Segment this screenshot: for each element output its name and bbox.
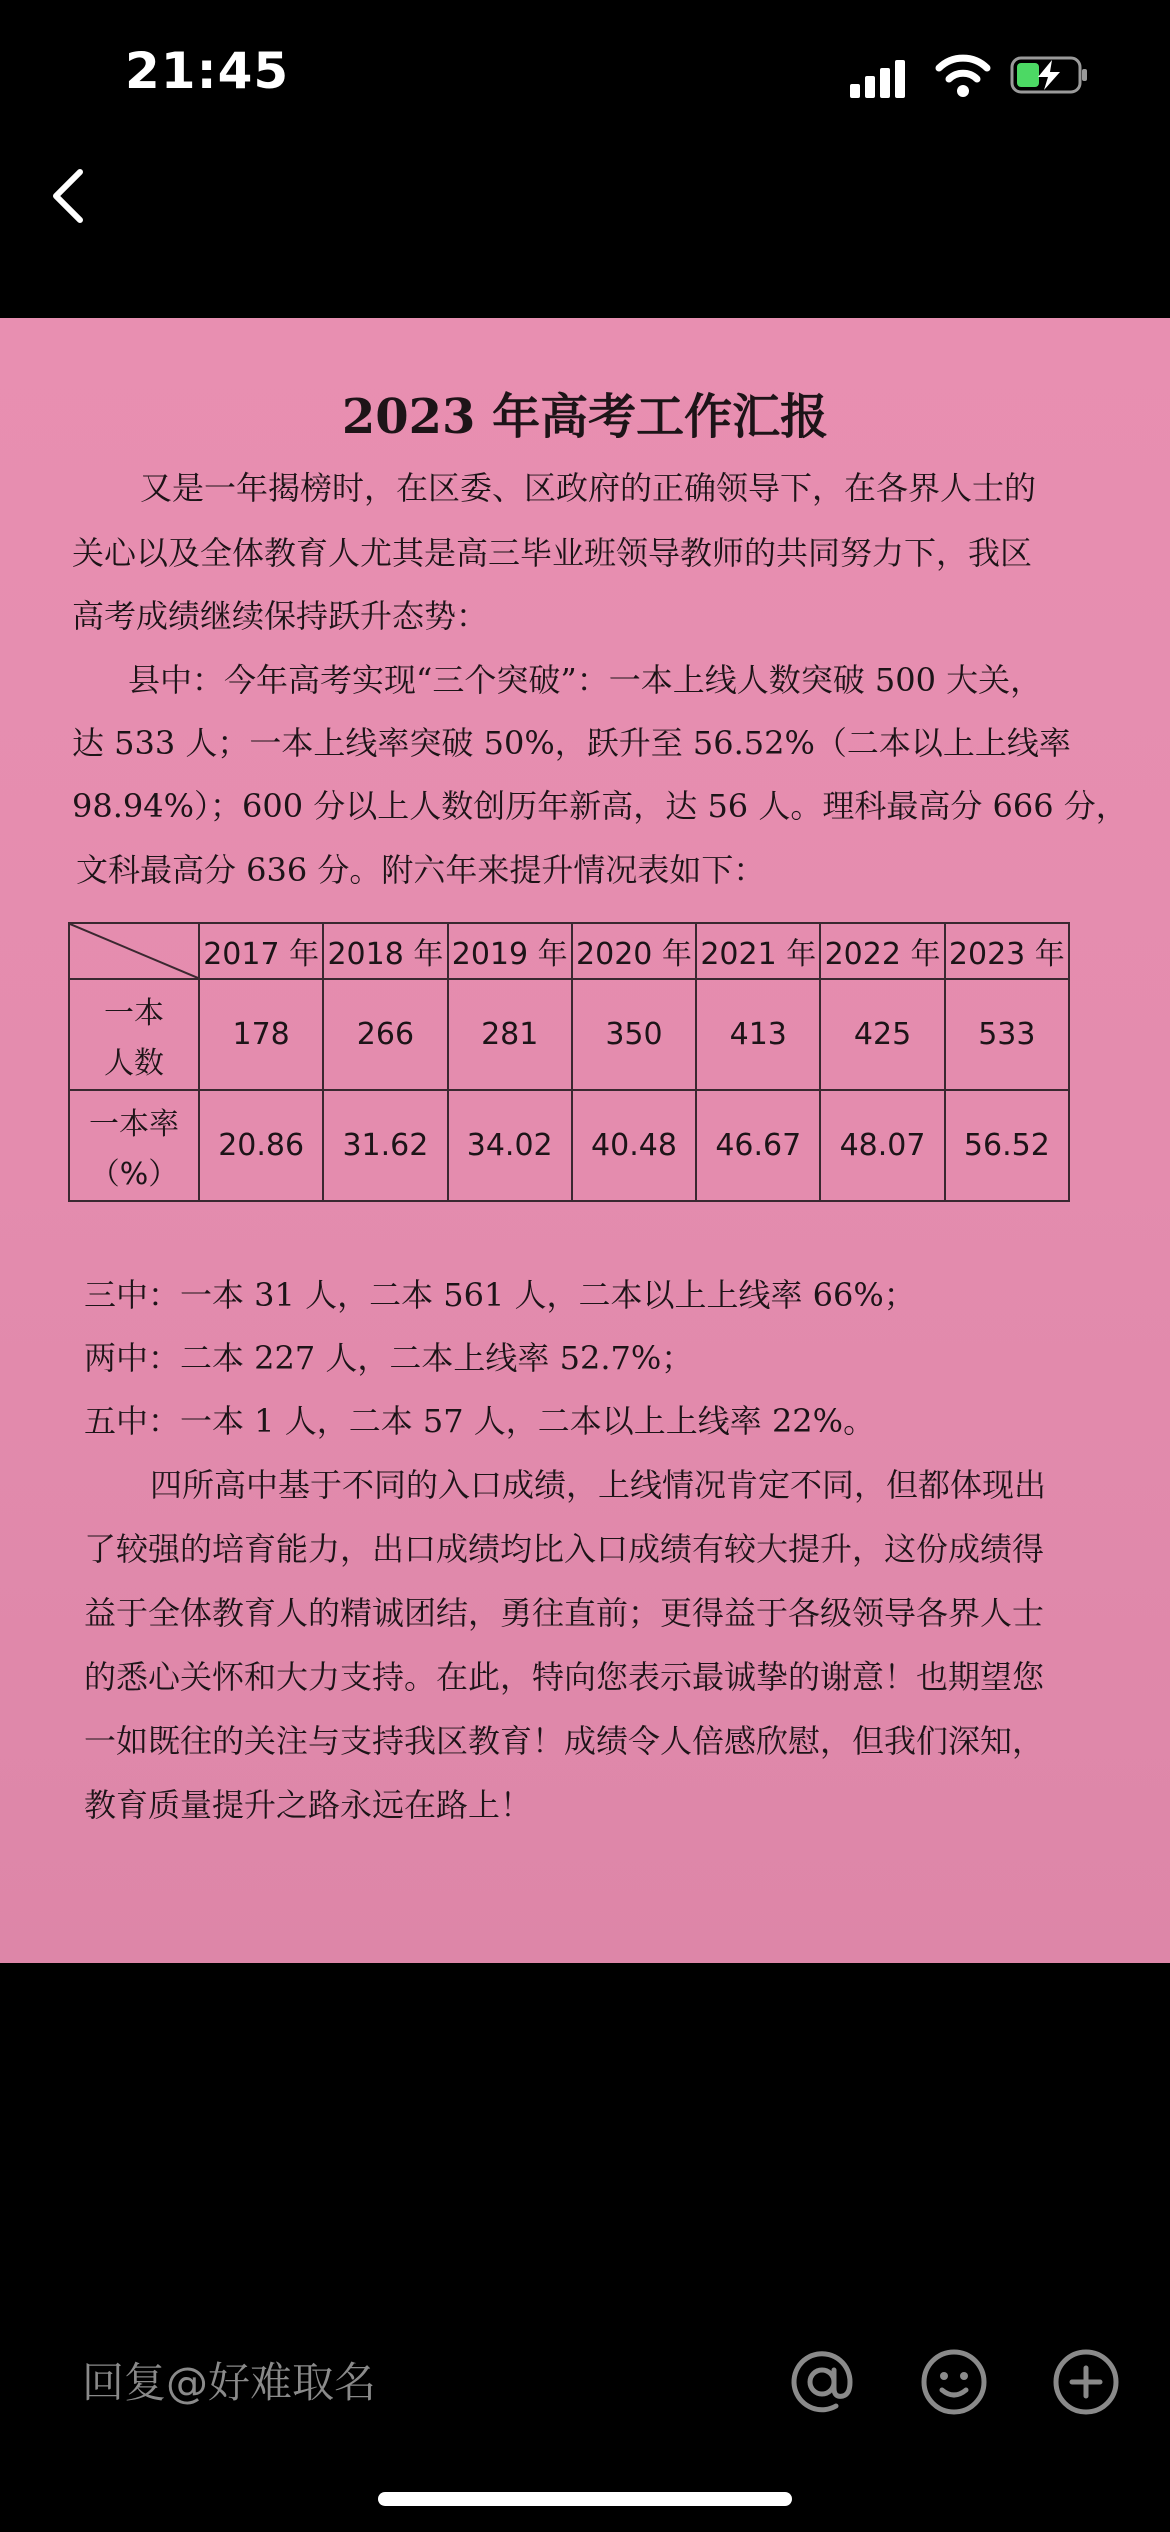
reply-bar [0,2330,1170,2450]
results-table [68,922,1070,1202]
table-corner-cell [69,923,199,979]
table-header-year: 2023 年 [945,923,1069,979]
doc-line: 县中：今年高考实现“三个突破”：一本上线人数突破 500 大关， [128,661,1043,699]
table-cell: 34.02 [448,1090,572,1201]
table-cell: 413 [696,979,820,1090]
row-label-bottom: 人数 [104,1045,164,1081]
table-cell: 266 [323,979,447,1090]
signal-icon [850,58,908,98]
doc-line: 的悉心关怀和大力支持。在此，特向您表示最诚挚的谢意！也期望您 [84,1658,1045,1696]
table-header-year: 2022 年 [820,923,944,979]
table-cell: 178 [199,979,323,1090]
row-label-top: 一本 [104,995,164,1031]
home-indicator[interactable] [378,2492,792,2506]
table-row [69,1090,1069,1201]
status-time: 21:45 [125,42,290,100]
doc-line: 了较强的培育能力，出口成绩均比入口成绩有较大提升，这份成绩得 [84,1530,1045,1568]
doc-line: 益于全体教育人的精诚团结，勇往直前；更得益于各级领导各界人士 [84,1594,1045,1632]
doc-line: 达 533 人；一本上线率突破 50%，跃升至 56.52%（二本以上上线率 [72,724,1071,762]
doc-line: 又是一年揭榜时，在区委、区政府的正确领导下，在各界人士的 [140,469,1037,507]
row-label-bottom: （%） [89,1156,179,1192]
doc-line: 一如既往的关注与支持我区教育！成绩令人倍感欣慰，但我们深知， [84,1722,1045,1760]
battery-charging-icon [1010,56,1090,94]
plus-icon[interactable] [1050,2346,1122,2418]
row-label [69,979,199,1090]
table-header-year: 2017 年 [199,923,323,979]
table-cell: 533 [945,979,1069,1090]
doc-line: 教育质量提升之路永远在路上！ [84,1786,533,1824]
table-cell: 31.62 [323,1090,447,1201]
table-header-year: 2018 年 [323,923,447,979]
doc-line: 两中：二本 227 人，二本上线率 52.7%； [84,1339,694,1377]
doc-line: 三中：一本 31 人，二本 561 人，二本以上上线率 66%； [84,1276,916,1314]
table-cell: 46.67 [696,1090,820,1201]
status-bar [0,0,1170,150]
row-label-top: 一本率 [89,1106,179,1142]
document-title: 2023 年高考工作汇报 [341,389,829,445]
reply-input[interactable]: 回复@好难取名 [82,2358,377,2407]
doc-line: 五中：一本 1 人，二本 57 人，二本以上上线率 22%。 [84,1402,876,1440]
table-cell: 48.07 [820,1090,944,1201]
row-label [69,1090,199,1201]
table-header-row [69,923,1069,979]
emoji-icon[interactable] [918,2346,990,2418]
table-row [69,979,1069,1090]
table-cell: 20.86 [199,1090,323,1201]
document-photo [0,318,1170,1963]
table-header-year: 2020 年 [572,923,696,979]
table-header-year: 2021 年 [696,923,820,979]
table-header-year: 2019 年 [448,923,572,979]
wifi-icon [935,52,991,98]
doc-line: 高考成绩继续保持跃升态势： [72,597,489,635]
table-cell: 56.52 [945,1090,1069,1201]
at-icon[interactable] [786,2346,858,2418]
doc-line: 文科最高分 636 分。附六年来提升情况表如下： [76,851,766,889]
table-cell: 281 [448,979,572,1090]
doc-line: 四所高中基于不同的入口成绩，上线情况肯定不同，但都体现出 [150,1466,1047,1504]
table-cell: 425 [820,979,944,1090]
table-cell: 40.48 [572,1090,696,1201]
table-cell: 350 [572,979,696,1090]
back-icon[interactable] [40,160,100,232]
doc-line: 关心以及全体教育人尤其是高三毕业班领导教师的共同努力下，我区 [72,534,1033,572]
doc-line: 98.94%）；600 分以上人数创历年新高，达 56 人。理科最高分 666 分， [72,787,1128,825]
